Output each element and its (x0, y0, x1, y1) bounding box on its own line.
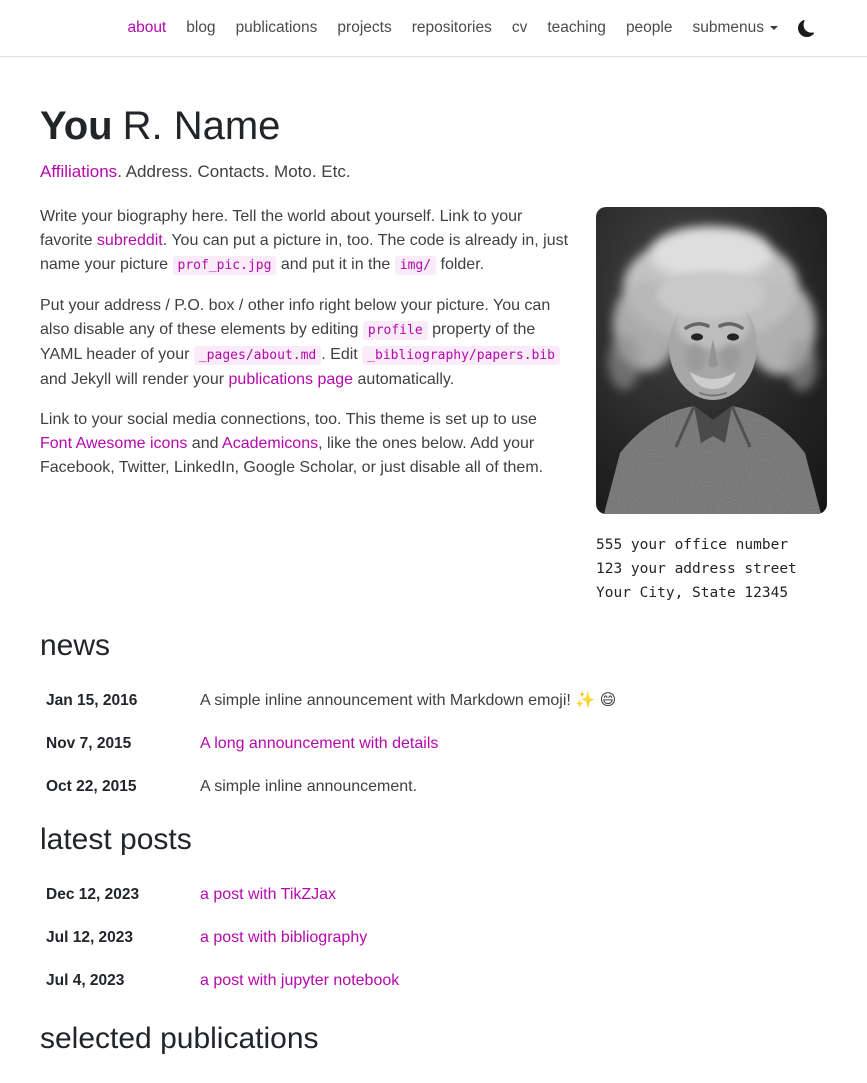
post-link-tikzjax[interactable]: a post with TikZJax (200, 886, 337, 903)
nav-item-teaching[interactable]: teaching (547, 19, 606, 36)
caret-down-icon (770, 26, 778, 30)
selected-publications-heading: selected publications (40, 1022, 319, 1055)
bio-paragraph-1 (40, 205, 572, 278)
post-date: Jul 4, 2023 (46, 972, 125, 989)
news-date: Oct 22, 2015 (46, 778, 137, 795)
page-title (40, 104, 827, 149)
nav-item-about[interactable]: about (127, 19, 167, 36)
dark-mode-toggle[interactable] (788, 14, 827, 43)
address-line: 555 your office number (596, 537, 789, 553)
first-name: You (40, 104, 113, 148)
nav-item-repositories[interactable]: repositories (411, 19, 492, 36)
code-papers-bib: _bibliography/papers.bib (362, 346, 560, 365)
bio-text: and (187, 435, 223, 452)
code-prof-pic: prof_pic.jpg (173, 256, 277, 275)
nav-item-blog[interactable]: blog (186, 19, 216, 36)
contact-address (596, 533, 827, 605)
affiliations-link[interactable]: Affiliations (40, 162, 118, 181)
post-row (40, 927, 827, 949)
code-img-folder: img/ (395, 256, 436, 275)
tagline (40, 162, 827, 182)
font-awesome-link[interactable]: Font Awesome icons (40, 435, 188, 452)
tagline-text: . Address. Contacts. Moto. Etc. (117, 162, 351, 181)
post-date: Dec 12, 2023 (46, 886, 140, 903)
nav-item-submenus-dropdown[interactable] (682, 13, 788, 43)
nav-item-projects[interactable]: projects (337, 19, 392, 36)
moon-icon (798, 20, 815, 37)
news-row (40, 690, 827, 712)
bio-text: property of the YAML header of your (40, 321, 536, 363)
nav-item-cv[interactable]: cv (511, 19, 528, 36)
profile-block (596, 207, 827, 605)
bio-paragraph-3 (40, 408, 572, 480)
bio-text: Write your biography here. Tell the world about yourself. Link to your favorite (40, 208, 523, 249)
profile-photo (596, 207, 827, 514)
address-line: 123 your address street (596, 561, 797, 577)
subreddit-link[interactable]: subreddit (96, 232, 163, 249)
bio-text: and Jekyll will render your (40, 371, 229, 388)
post-row (40, 884, 827, 906)
news-heading: news (40, 629, 111, 662)
top-navbar (0, 0, 867, 57)
news-text: A simple inline announcement with Markdown emoji! ✨ 😄 (200, 692, 617, 709)
navbar-links (40, 0, 827, 56)
bio-text: . You can put a picture in, too. The code is already in, just name your picture (40, 232, 569, 273)
nav-item-publications[interactable]: publications (235, 19, 318, 36)
bio-text: and put it in the (276, 256, 395, 273)
news-date: Nov 7, 2015 (46, 735, 132, 752)
news-announcement-link[interactable]: A long announcement with details (200, 735, 439, 752)
news-date: Jan 15, 2016 (46, 692, 138, 709)
post-row (40, 970, 827, 992)
bio-text: automatically. (353, 371, 455, 388)
post-text (200, 884, 827, 906)
post-text (200, 970, 827, 992)
bio-paragraph-2 (40, 294, 572, 392)
last-name: R. Name (122, 104, 281, 148)
submenus-label: submenus (692, 19, 764, 36)
news-text (200, 733, 827, 755)
bio-text: Put your address / P.O. box / other info right below your picture. You can also disable any of these elements by editing (40, 297, 551, 338)
news-row (40, 776, 827, 798)
academicons-link[interactable]: Academicons (222, 435, 319, 452)
bio-text: , like the ones below. Add your Facebook, Twitter, LinkedIn, Google Scholar, or just disable all of them. (40, 435, 544, 476)
bio-text: folder. (436, 256, 485, 273)
selected-publications-section (40, 1004, 827, 1056)
bio-text: . Edit (321, 346, 363, 363)
post-date: Jul 12, 2023 (46, 929, 134, 946)
post-link-jupyter[interactable]: a post with jupyter notebook (200, 972, 400, 989)
bio-text: Link to your social media connections, too. This theme is set up to use (40, 411, 537, 428)
news-row (40, 733, 827, 755)
nav-item-people[interactable]: people (625, 19, 673, 36)
post-text (200, 927, 827, 949)
publications-page-link[interactable]: publications page (228, 371, 354, 388)
address-line: Your City, State 12345 (596, 585, 789, 601)
news-text: A simple inline announcement. (200, 778, 418, 795)
main-content (40, 57, 827, 1056)
post-link-bibliography[interactable]: a post with bibliography (200, 929, 368, 946)
news-section (40, 615, 827, 798)
latest-posts-section (40, 810, 827, 992)
code-about-md: _pages/about.md (194, 346, 321, 365)
latest-posts-heading: latest posts (40, 823, 192, 856)
code-profile: profile (363, 321, 428, 340)
